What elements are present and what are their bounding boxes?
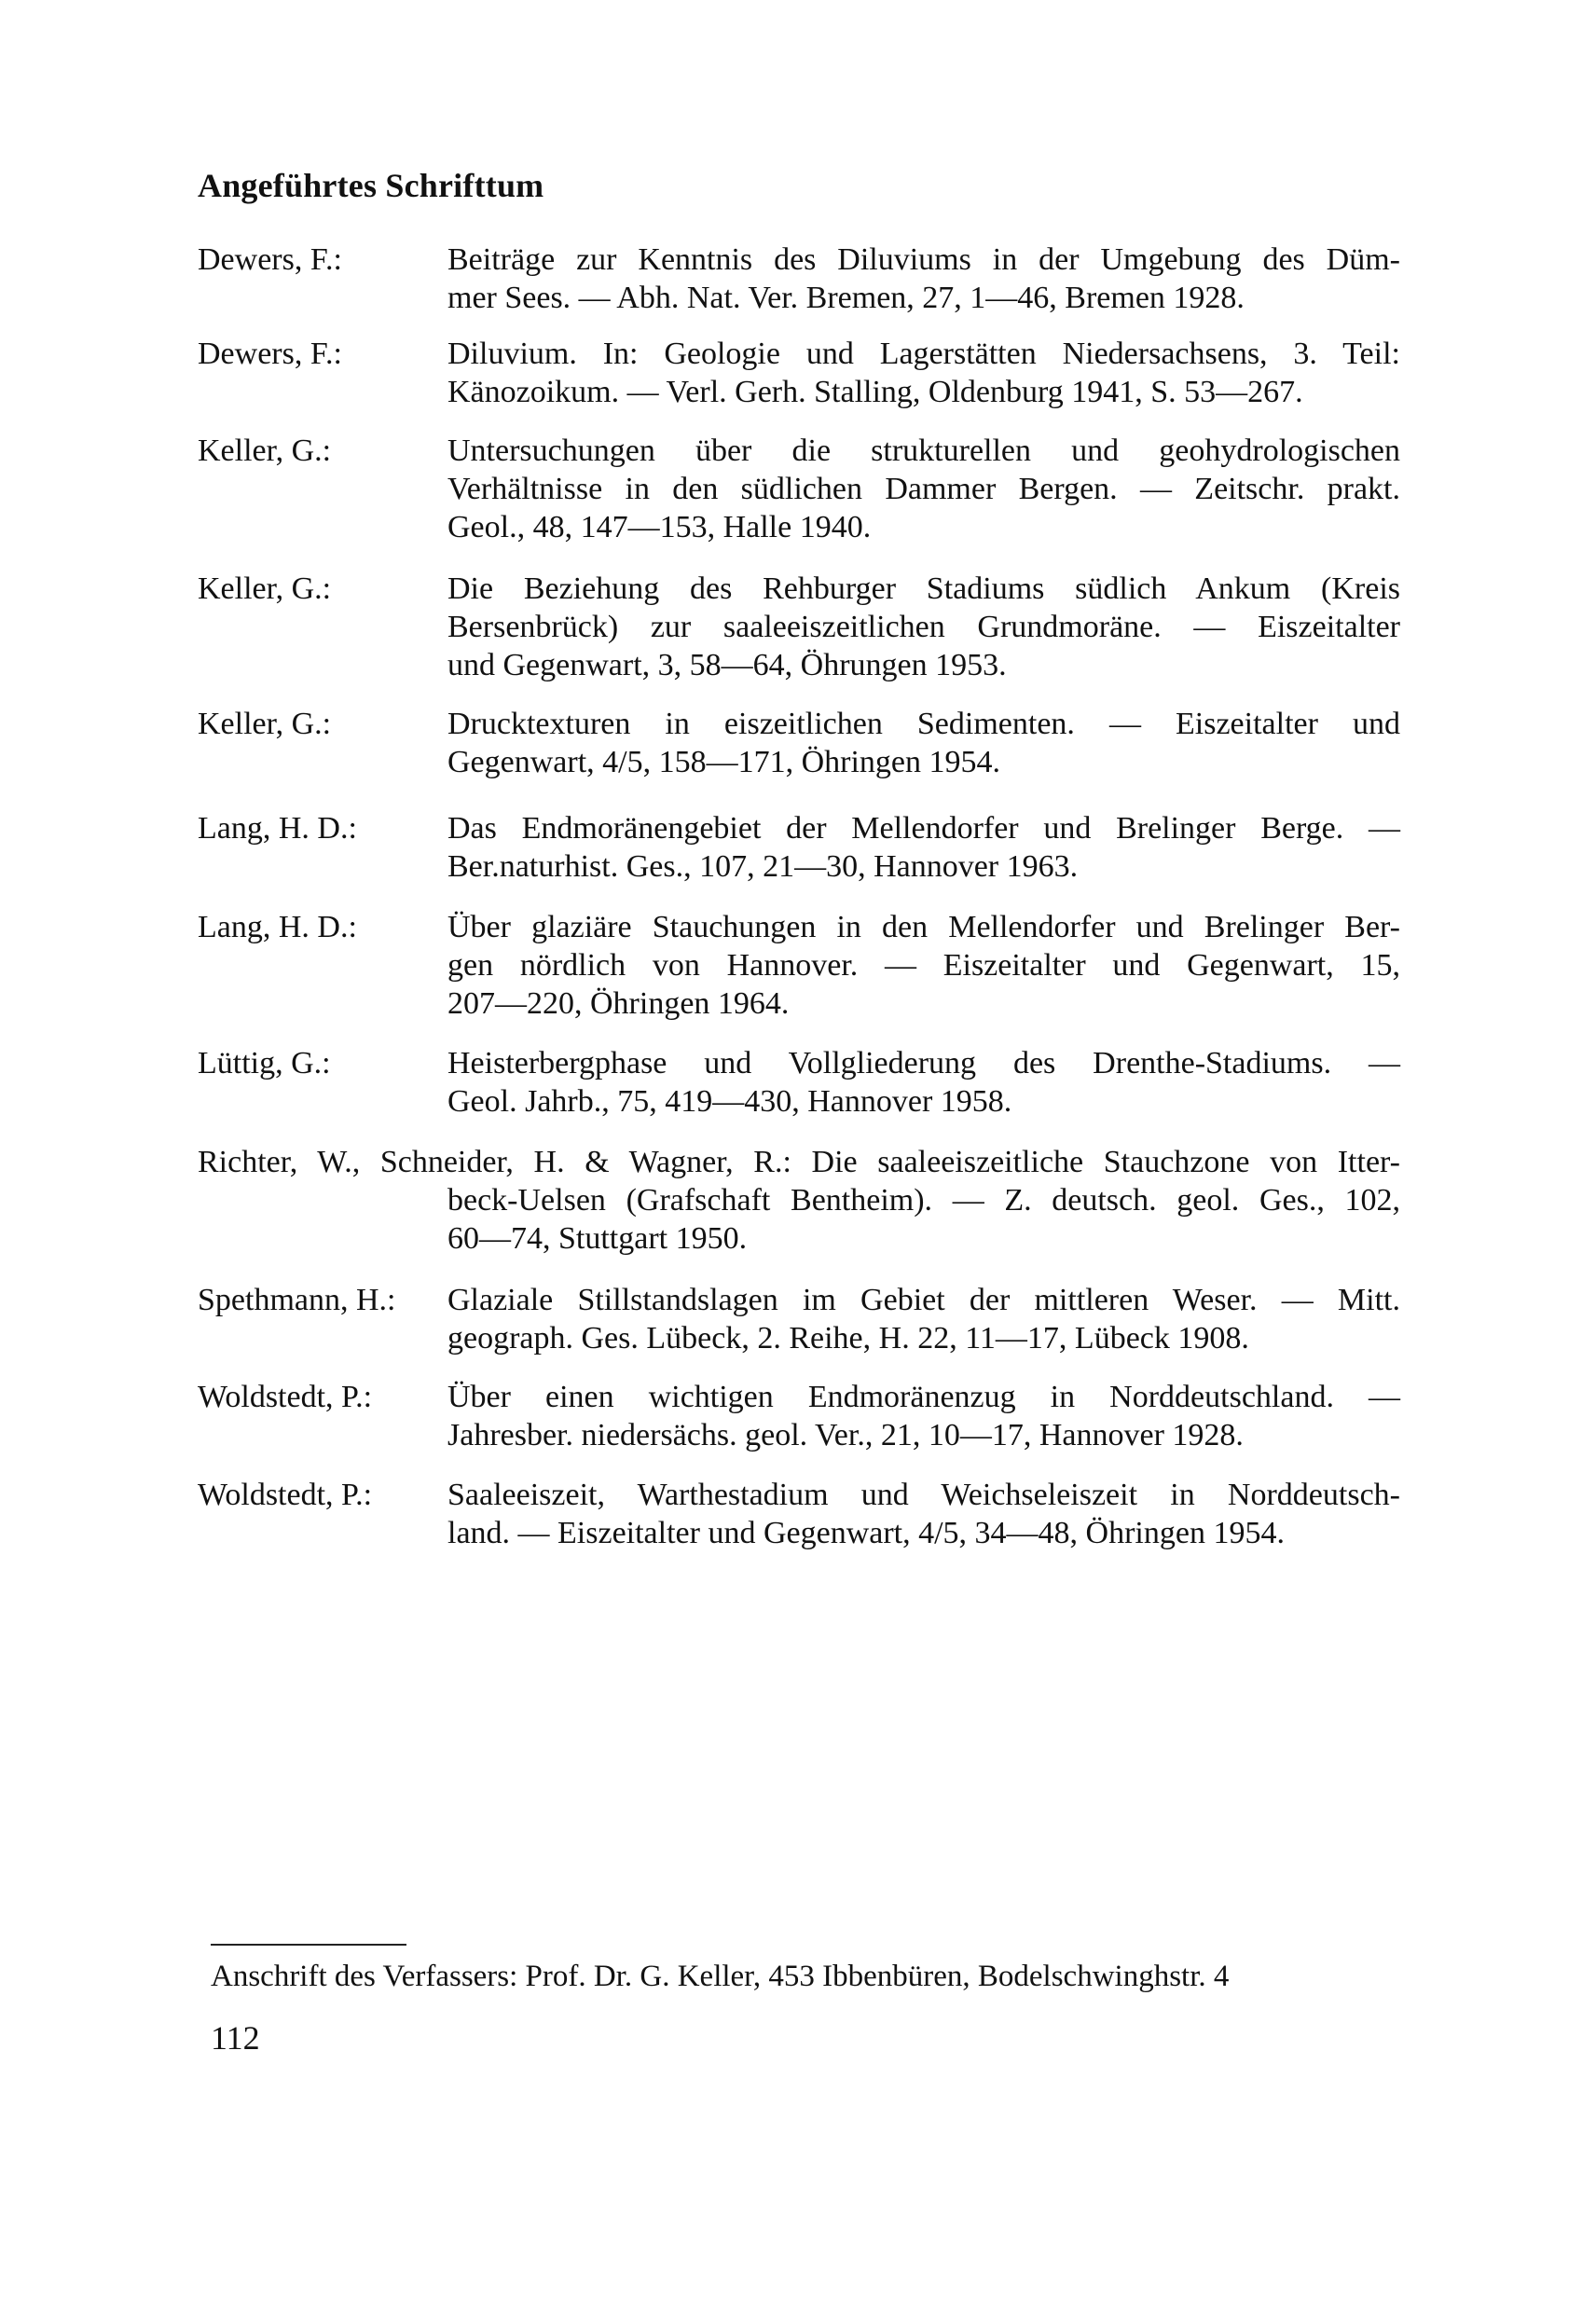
reference-line: Verhältnisse in den südlichen Dammer Bergen. — Zeitschr. prakt. <box>447 472 1400 506</box>
reference-first-line: Richter, W., Schneider, H. & Wagner, R.: Die saaleeiszeitliche Stauchzone von Itter- <box>198 1145 1400 1179</box>
reference-author: Spethmann, H.: <box>198 1283 396 1317</box>
reference-text <box>447 1281 1400 1357</box>
reference-line: land. — Eiszeitalter und Gegenwart, 4/5, 34—48, Öhringen 1954. <box>447 1516 1285 1550</box>
reference-author: Keller, G.: <box>198 434 332 468</box>
reference-line: Heisterbergphase und Vollgliederung des Drenthe-Stadiums. — <box>447 1046 1400 1080</box>
reference-line: Bersenbrück) zur saaleeiszeitlichen Grundmoräne. — Eiszeitalter <box>447 610 1400 644</box>
reference-line: Diluvium. In: Geologie und Lagerstätten Niedersachsens, 3. Teil: <box>447 337 1400 371</box>
reference-text <box>447 241 1400 317</box>
section-heading: Angeführtes Schrifttum <box>198 167 544 204</box>
reference-line: mer Sees. — Abh. Nat. Ver. Bremen, 27, 1—46, Bremen 1928. <box>447 281 1245 315</box>
reference-author: Lüttig, G.: <box>198 1046 331 1080</box>
reference-line: gen nördlich von Hannover. — Eiszeitalter und Gegenwart, 15, <box>447 948 1400 983</box>
reference-text <box>447 908 1400 1023</box>
reference-line: Die Beziehung des Rehburger Stadiums südlich Ankum (Kreis <box>447 571 1400 606</box>
reference-author: Woldstedt, P.: <box>198 1380 373 1414</box>
author-address-footnote: Anschrift des Verfassers: Prof. Dr. G. Keller, 453 Ibbenbüren, Bodelschwinghstr. 4 <box>211 1960 1230 1993</box>
reference-text <box>447 1476 1400 1552</box>
reference-line: 207—220, Öhringen 1964. <box>447 986 790 1021</box>
reference-text <box>447 1044 1400 1121</box>
reference-text <box>447 1181 1400 1258</box>
reference-text <box>447 705 1400 781</box>
reference-text <box>447 1378 1400 1454</box>
reference-line: und Gegenwart, 3, 58—64, Öhrungen 1953. <box>447 648 1007 682</box>
reference-line: Saaleeiszeit, Warthestadium und Weichseleiszeit in Norddeutsch- <box>447 1478 1400 1512</box>
reference-author: Keller, G.: <box>198 707 332 741</box>
reference-line: Geol. Jahrb., 75, 419—430, Hannover 1958. <box>447 1084 1012 1119</box>
reference-author: Dewers, F.: <box>198 242 342 277</box>
page-number: 112 <box>211 2019 260 2057</box>
reference-author: Keller, G.: <box>198 571 332 606</box>
reference-line: 60—74, Stuttgart 1950. <box>447 1221 748 1256</box>
reference-line: geograph. Ges. Lübeck, 2. Reihe, H. 22, 11—17, Lübeck 1908. <box>447 1321 1249 1356</box>
reference-line: Känozoikum. — Verl. Gerh. Stalling, Oldenburg 1941, S. 53—267. <box>447 375 1303 409</box>
reference-line: Das Endmoränengebiet der Mellendorfer und Brelinger Berge. — <box>447 811 1400 846</box>
reference-author: Woldstedt, P.: <box>198 1478 373 1512</box>
reference-author: Dewers, F.: <box>198 337 342 371</box>
reference-author: Lang, H. D.: <box>198 811 357 846</box>
reference-text <box>447 809 1400 886</box>
reference-line: Jahresber. niedersächs. geol. Ver., 21, 10—17, Hannover 1928. <box>447 1418 1244 1452</box>
reference-text <box>447 570 1400 684</box>
reference-line: beck-Uelsen (Grafschaft Bentheim). — Z. deutsch. geol. Ges., 102, <box>447 1183 1400 1218</box>
reference-line: Gegenwart, 4/5, 158—171, Öhringen 1954. <box>447 745 1001 779</box>
reference-line: Ber.naturhist. Ges., 107, 21—30, Hannover 1963. <box>447 849 1079 884</box>
reference-line: Über einen wichtigen Endmoränenzug in Norddeutschland. — <box>447 1380 1400 1414</box>
reference-line: Drucktexturen in eiszeitlichen Sedimenten. — Eiszeitalter und <box>447 707 1400 741</box>
reference-line: Geol., 48, 147—153, Halle 1940. <box>447 510 872 544</box>
reference-line: Über glaziäre Stauchungen in den Mellendorfer und Brelinger Ber- <box>447 910 1400 944</box>
footnote-rule <box>211 1944 406 1946</box>
reference-text <box>447 335 1400 411</box>
reference-text <box>447 432 1400 546</box>
reference-line: Glaziale Stillstandslagen im Gebiet der mittleren Weser. — Mitt. <box>447 1283 1400 1317</box>
reference-author: Lang, H. D.: <box>198 910 357 944</box>
reference-line: Untersuchungen über die strukturellen und geohydrologischen <box>447 434 1400 468</box>
reference-line: Beiträge zur Kenntnis des Diluviums in der Umgebung des Düm- <box>447 242 1400 277</box>
